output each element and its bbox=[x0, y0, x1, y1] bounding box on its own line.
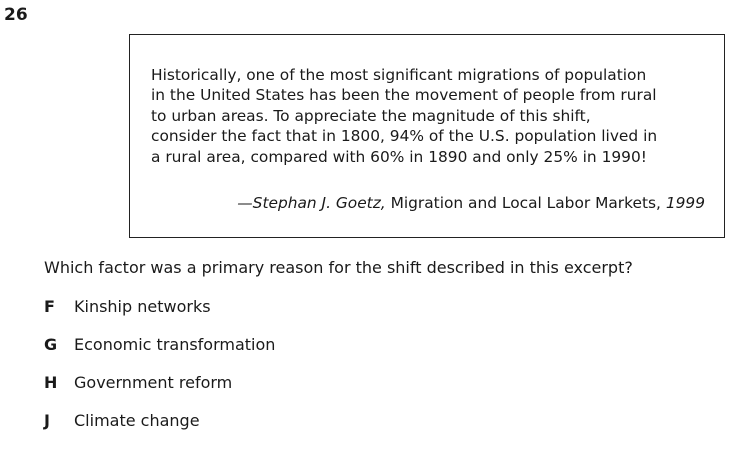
excerpt-line: consider the fact that in 1800, 94% of the U.S. population lived in bbox=[151, 127, 658, 146]
excerpt-line: a rural area, compared with 60% in 1890 and only 25% in 1990! bbox=[151, 147, 647, 166]
answer-choices bbox=[44, 297, 275, 449]
question-number: 26 bbox=[4, 5, 28, 25]
citation-title: Migration and Local Labor Markets, bbox=[390, 194, 661, 212]
citation-year: 1999 bbox=[665, 194, 705, 212]
question-text: Which factor was a primary reason for the shift described in this excerpt? bbox=[44, 258, 633, 277]
choice-letter: H bbox=[44, 373, 58, 392]
choice-g[interactable] bbox=[44, 335, 275, 373]
citation bbox=[237, 193, 705, 213]
choice-letter: J bbox=[44, 411, 50, 430]
choice-text: Economic transformation bbox=[74, 335, 276, 354]
choice-h[interactable] bbox=[44, 373, 275, 411]
excerpt-line: Historically, one of the most significant migrations of population bbox=[151, 66, 647, 84]
excerpt-line: to urban areas. To appreciate the magnitude of this shift, bbox=[151, 106, 591, 125]
choice-letter: F bbox=[44, 297, 55, 316]
choice-text: Climate change bbox=[74, 411, 200, 430]
choice-text: Kinship networks bbox=[74, 297, 211, 316]
excerpt-box bbox=[129, 34, 725, 238]
choice-f[interactable] bbox=[44, 297, 275, 335]
choice-j[interactable] bbox=[44, 411, 275, 449]
citation-author: —Stephan J. Goetz, bbox=[237, 194, 386, 212]
choice-text: Government reform bbox=[74, 373, 233, 392]
choice-letter: G bbox=[44, 335, 58, 354]
excerpt-line: in the United States has been the movement of people from rural bbox=[151, 86, 657, 105]
excerpt-text bbox=[151, 65, 711, 167]
